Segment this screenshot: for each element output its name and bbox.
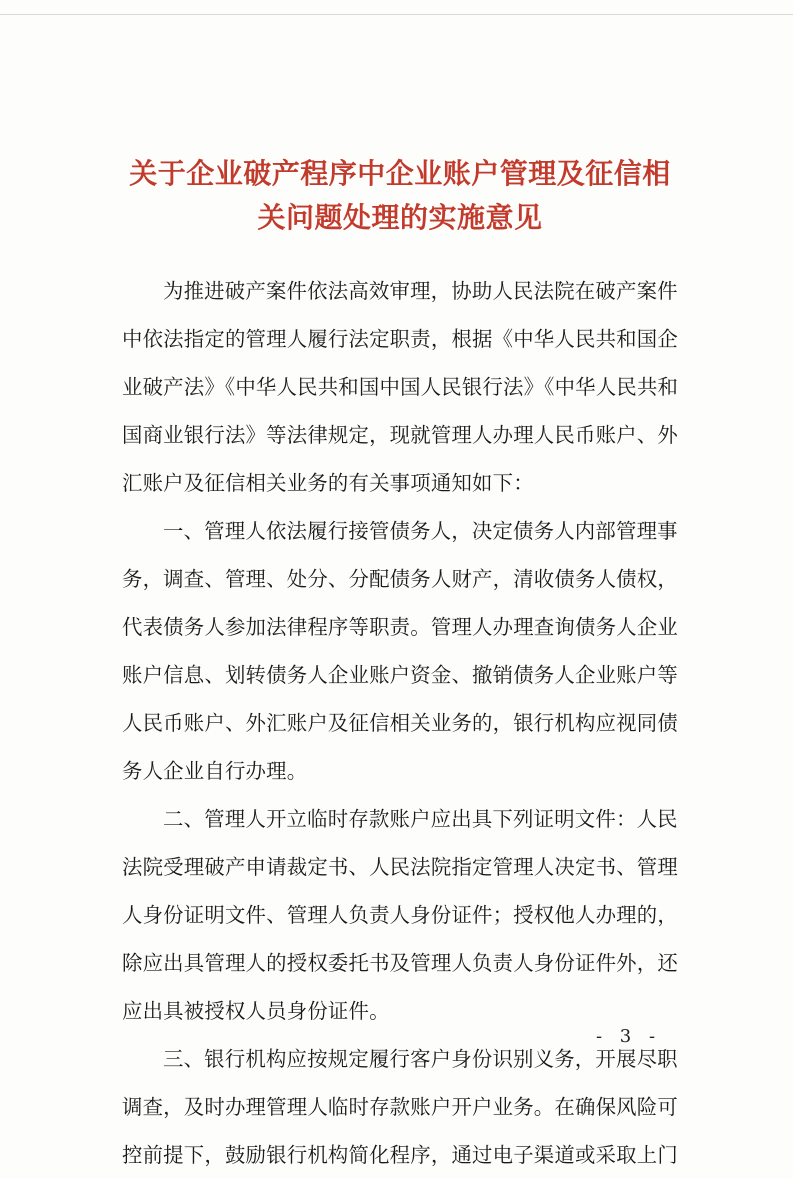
paragraph-item-2-line: 人身份证明文件、管理人负责人身份证件；授权他人办理的， [122, 903, 678, 927]
paragraph-intro-line: 汇账户及征信相关业务的有关事项通知如下： [122, 471, 534, 495]
paragraph-item-1-line: 代表债务人参加法律程序等职责。管理人办理查询债务人企业 [122, 615, 678, 639]
paragraph-item-1-line: 一、管理人依法履行接管债务人，决定债务人内部管理事 [163, 519, 678, 543]
title-line-2: 关问题处理的实施意见 [257, 201, 543, 234]
paragraph-item-3-line: 三、银行机构应按规定履行客户身份识别义务，开展尽职 [163, 1047, 678, 1071]
document-title [100, 152, 700, 240]
paragraph-item-2-line: 法院受理破产申请裁定书、人民法院指定管理人决定书、管理 [122, 855, 678, 879]
paragraph-item-3-line: 调查，及时办理管理人临时存款账户开户业务。在确保风险可 [122, 1095, 678, 1119]
page-number: - 3 - [596, 1026, 662, 1047]
paragraph-item-2-line: 应出具被授权人员身份证件。 [122, 999, 390, 1023]
paragraph-item-1-line: 账户信息、划转债务人企业账户资金、撤销债务人企业账户等 [122, 663, 678, 687]
paragraph-item-1-line: 人民币账户、外汇账户及征信相关业务的，银行机构应视同债 [122, 711, 678, 735]
paragraph-intro-line: 为推进破产案件依法高效审理，协助人民法院在破产案件 [163, 279, 678, 303]
scan-edge-line [0, 14, 793, 15]
paragraph-item-1-line: 务人企业自行办理。 [122, 759, 308, 783]
paragraph-item-2-line: 除应出具管理人的授权委托书及管理人负责人身份证件外，还 [122, 951, 678, 975]
paragraph-item-2-line: 二、管理人开立临时存款账户应出具下列证明文件：人民 [163, 807, 678, 831]
paragraph-item-3-line: 控前提下，鼓励银行机构简化程序，通过电子渠道或采取上门 [122, 1143, 678, 1167]
paragraph-intro-line: 业破产法》《中华人民共和国中国人民银行法》《中华人民共和 [122, 375, 679, 399]
title-line-1: 关于企业破产程序中企业账户管理及征信相 [129, 157, 671, 190]
paragraph-intro-line: 中依法指定的管理人履行法定职责，根据《中华人民共和国企 [122, 327, 678, 351]
paragraph-item-1-line: 务，调查、管理、处分、分配债务人财产，清收债务人债权， [122, 567, 678, 591]
paragraph-intro-line: 国商业银行法》等法律规定，现就管理人办理人民币账户、外 [122, 423, 678, 447]
